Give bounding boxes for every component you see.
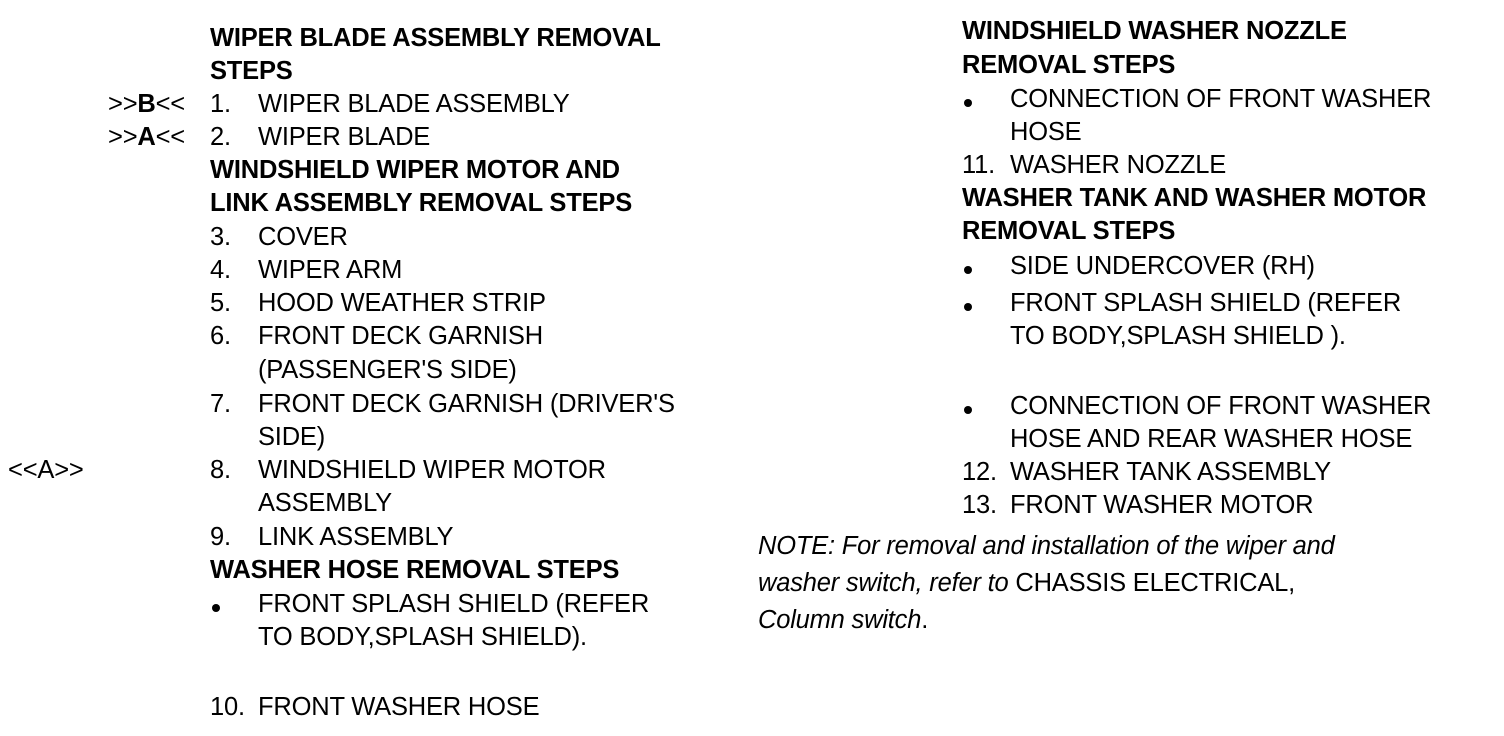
step-text: FRONT DECK GARNISH bbox=[258, 322, 543, 350]
bullet-icon bbox=[964, 99, 972, 107]
step-text: WIPER BLADE ASSEMBLY bbox=[258, 90, 570, 118]
step-text: FRONT DECK GARNISH (DRIVER'S bbox=[258, 390, 675, 418]
step-text: WINDSHIELD WIPER MOTOR bbox=[258, 456, 606, 484]
step-number: 2. bbox=[210, 123, 231, 151]
bullet-text: SIDE UNDERCOVER (RH) bbox=[1010, 252, 1315, 280]
marker-a: >>A<< bbox=[108, 123, 185, 151]
step-text: FRONT WASHER HOSE bbox=[258, 693, 540, 721]
step-text: WIPER ARM bbox=[258, 256, 403, 284]
section-heading-wiper-motor-line2: LINK ASSEMBLY REMOVAL STEPS bbox=[210, 189, 633, 217]
step-number: 10. bbox=[210, 693, 245, 721]
step-text: COVER bbox=[258, 223, 348, 251]
bullet-icon bbox=[964, 303, 972, 311]
marker-a-install: <<A>> bbox=[8, 456, 84, 484]
step-text: WASHER TANK ASSEMBLY bbox=[1010, 458, 1331, 486]
bullet-text-continued: TO BODY,SPLASH SHIELD ). bbox=[1010, 322, 1346, 350]
step-number: 5. bbox=[210, 289, 231, 317]
note-line: Column switch. bbox=[758, 606, 929, 634]
marker-b: >>B<< bbox=[108, 90, 185, 118]
step-number: 12. bbox=[962, 458, 997, 486]
section-heading-washer-tank-line1: WASHER TANK AND WASHER MOTOR bbox=[962, 184, 1427, 212]
section-heading-washer-tank-line2: REMOVAL STEPS bbox=[962, 217, 1176, 245]
section-heading-wiper-blade-line2: STEPS bbox=[210, 57, 293, 85]
step-text: WIPER BLADE bbox=[258, 123, 431, 151]
bullet-text: FRONT SPLASH SHIELD (REFER bbox=[258, 590, 650, 618]
step-number: 7. bbox=[210, 390, 231, 418]
step-text-continued: SIDE) bbox=[258, 423, 326, 451]
step-text: WASHER NOZZLE bbox=[1010, 151, 1227, 179]
note-line: washer switch, refer to CHASSIS ELECTRICAL, bbox=[758, 569, 1295, 597]
note-line: NOTE: For removal and installation of the wiper and bbox=[758, 532, 1335, 560]
step-text: LINK ASSEMBLY bbox=[258, 523, 454, 551]
bullet-icon bbox=[964, 266, 972, 274]
section-heading-washer-nozzle-line1: WINDSHIELD WASHER NOZZLE bbox=[962, 17, 1347, 45]
bullet-text: FRONT SPLASH SHIELD (REFER bbox=[1010, 289, 1402, 317]
step-number: 1. bbox=[210, 90, 231, 118]
bullet-text: CONNECTION OF FRONT WASHER bbox=[1010, 85, 1432, 113]
step-number: 6. bbox=[210, 322, 231, 350]
step-number: 11. bbox=[962, 151, 995, 179]
bullet-icon bbox=[964, 406, 972, 414]
bullet-text: CONNECTION OF FRONT WASHER bbox=[1010, 392, 1432, 420]
section-heading-wiper-blade-line1: WIPER BLADE ASSEMBLY REMOVAL bbox=[210, 24, 661, 52]
step-number: 4. bbox=[210, 256, 231, 284]
section-heading-washer-hose: WASHER HOSE REMOVAL STEPS bbox=[210, 556, 620, 584]
bullet-text-continued: HOSE bbox=[1010, 118, 1082, 146]
step-number: 13. bbox=[962, 491, 997, 519]
step-text-continued: ASSEMBLY bbox=[258, 489, 392, 517]
step-text-continued: (PASSENGER'S SIDE) bbox=[258, 356, 517, 384]
step-text: HOOD WEATHER STRIP bbox=[258, 289, 546, 317]
bullet-icon bbox=[212, 604, 220, 612]
bullet-text-continued: HOSE AND REAR WASHER HOSE bbox=[1010, 425, 1413, 453]
section-heading-wiper-motor-line1: WINDSHIELD WIPER MOTOR AND bbox=[210, 156, 620, 184]
step-number: 9. bbox=[210, 523, 231, 551]
step-text: FRONT WASHER MOTOR bbox=[1010, 491, 1314, 519]
bullet-text-continued: TO BODY,SPLASH SHIELD). bbox=[258, 623, 587, 651]
section-heading-washer-nozzle-line2: REMOVAL STEPS bbox=[962, 51, 1176, 79]
step-number: 8. bbox=[210, 456, 231, 484]
step-number: 3. bbox=[210, 223, 231, 251]
